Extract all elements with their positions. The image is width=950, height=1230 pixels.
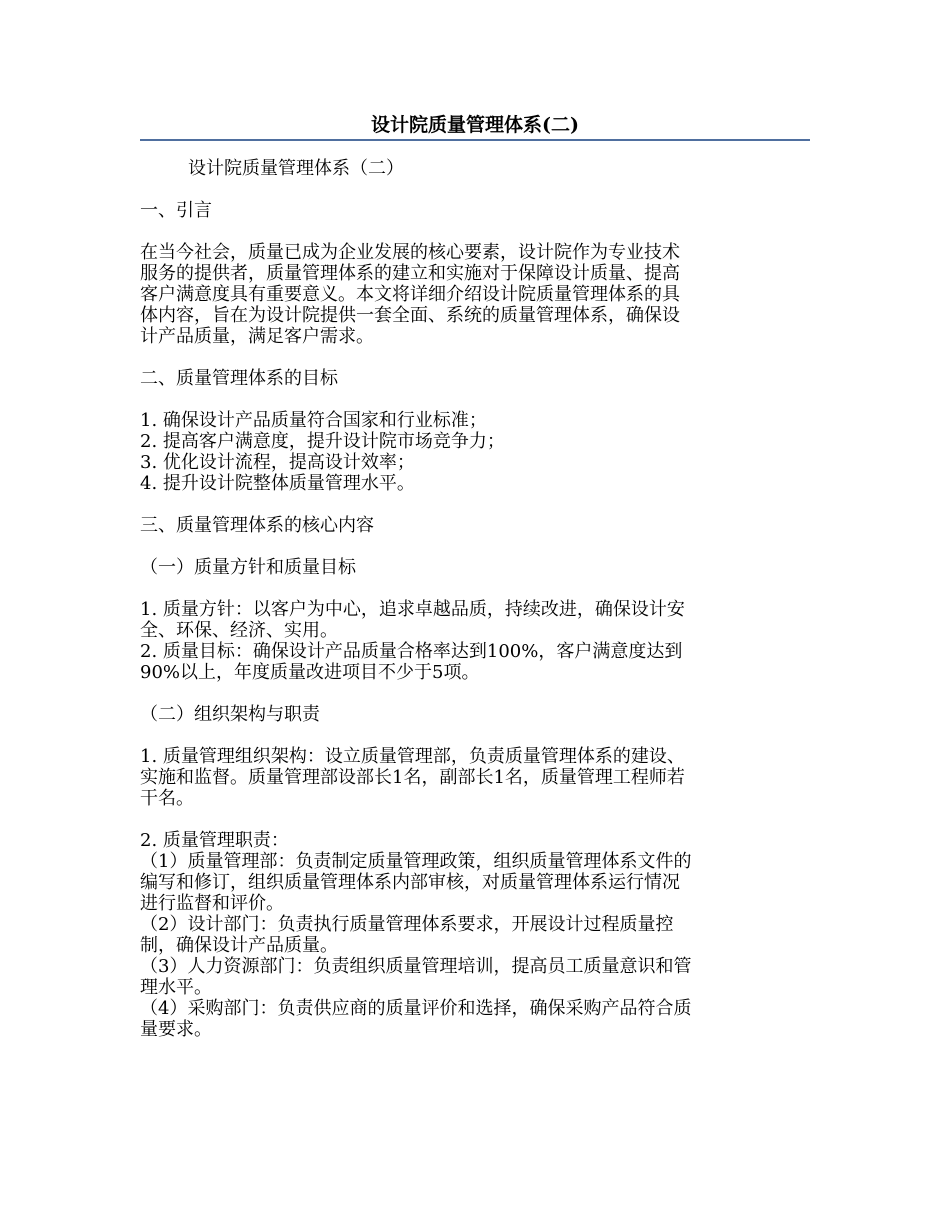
text-line: （1）质量管理部：负责制定质量管理政策，组织质量管理体系文件的 [140,851,692,872]
text-line: 1. 质量管理组织架构：设立质量管理部，负责质量管理体系的建设、 [140,746,685,767]
text-line: 在当今社会，质量已成为企业发展的核心要素，设计院作为专业技术 [140,242,680,263]
text-line: 90%以上，年度质量改进项目不少于5项。 [140,662,480,683]
blank-line [140,179,812,200]
text-line: 一、引言 [140,200,212,221]
blank-line [140,809,812,830]
text-line: （3）人力资源部门：负责组织质量管理培训，提高员工质量意识和管 [140,956,692,977]
blank-line [140,347,812,368]
header-divider [140,139,810,141]
text-line: 编写和修订，组织质量管理体系内部审核，对质量管理体系运行情况 [140,872,680,893]
text-line: 2. 质量目标：确保设计产品质量合格率达到100%，客户满意度达到 [140,641,683,662]
text-line: 服务的提供者，质量管理体系的建立和实施对于保障设计质量、提高 [140,263,680,284]
text-line: 干名。 [140,788,194,809]
text-line: 二、质量管理体系的目标 [140,368,338,389]
text-line: 4. 提升设计院整体质量管理水平。 [140,473,415,494]
blank-line [140,536,812,557]
text-line: （一）质量方针和质量目标 [140,557,356,578]
blank-line [140,389,812,410]
text-line: 1. 确保设计产品质量符合国家和行业标准； [140,410,487,431]
text-line: 设计院质量管理体系（二） [188,158,404,179]
text-line: 客户满意度具有重要意义。本文将详细介绍设计院质量管理体系的具 [140,284,680,305]
text-line: 进行监督和评价。 [140,893,284,914]
text-line: （二）组织架构与职责 [140,704,320,725]
blank-line [140,578,812,599]
text-line: 2. 质量管理职责： [140,830,289,851]
text-line: 体内容，旨在为设计院提供一套全面、系统的质量管理体系，确保设 [140,305,680,326]
page-header-title: 设计院质量管理体系(二) [371,114,579,136]
blank-line [140,494,812,515]
text-line: 计产品质量，满足客户需求。 [140,326,374,347]
text-line: 制，确保设计产品质量。 [140,935,338,956]
blank-line [140,221,812,242]
text-line: 全、环保、经济、实用。 [140,620,338,641]
text-line: 量要求。 [140,1019,212,1040]
text-line: （4）采购部门：负责供应商的质量评价和选择，确保采购产品符合质 [140,998,692,1019]
text-line: 理水平。 [140,977,212,998]
blank-line [140,683,812,704]
text-line: 2. 提高客户满意度，提升设计院市场竞争力； [140,431,505,452]
text-line: 3. 优化设计流程，提高设计效率； [140,452,415,473]
text-line: 三、质量管理体系的核心内容 [140,515,374,536]
text-line: （2）设计部门：负责执行质量管理体系要求，开展设计过程质量控 [140,914,674,935]
document-body [140,158,812,1040]
blank-line [140,725,812,746]
text-line: 实施和监督。质量管理部设部长1名，副部长1名，质量管理工程师若 [140,767,685,788]
text-line: 1. 质量方针：以客户为中心，追求卓越品质，持续改进，确保设计安 [140,599,685,620]
